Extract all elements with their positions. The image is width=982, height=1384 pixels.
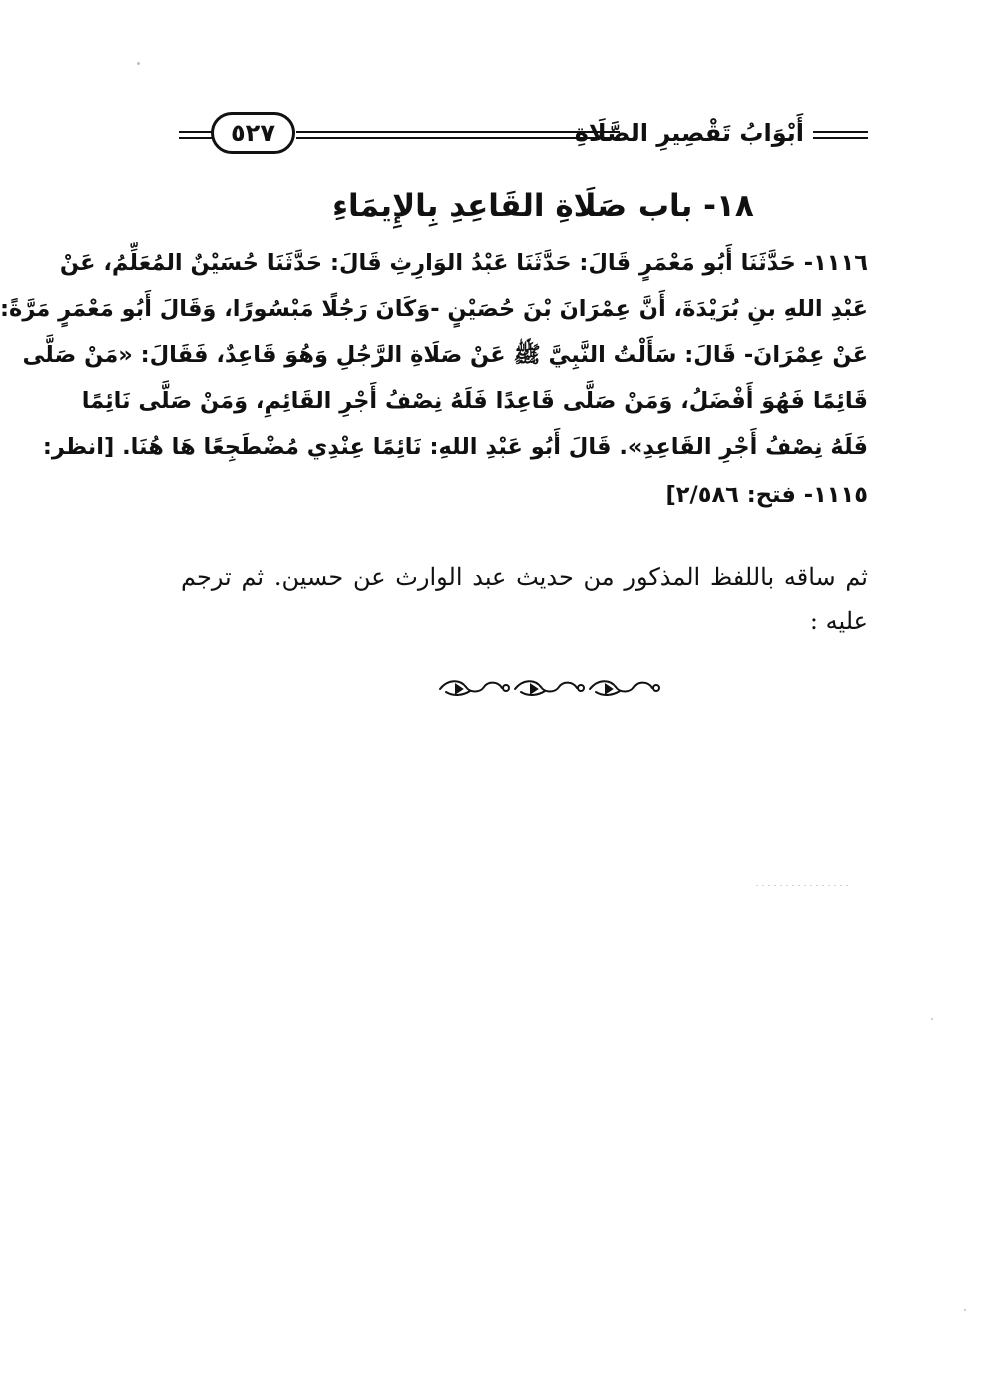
ornament-motif-3 <box>590 681 659 695</box>
commentary-line-2: عليه : <box>809 607 868 635</box>
header-double-rule-middle <box>296 131 620 139</box>
print-speck <box>931 1018 933 1020</box>
print-speck <box>964 1309 966 1311</box>
header-double-rule-right <box>813 131 868 139</box>
ornament-motif-1 <box>440 681 509 695</box>
hadith-line-5: فَلَهُ نِصْفُ أَجْرِ القَاعِدِ». قَالَ أَبُو عَبْدِ اللهِ: نَائِمًا عِنْدِي مُضْطَجِعًا هَا هُنَا. [انظر: <box>42 434 868 460</box>
chapter-heading: ١٨- باب صَلَاةِ القَاعِدِ بِالإِيمَاءِ <box>332 188 754 224</box>
ornament-motif-2 <box>515 681 584 695</box>
hadith-line-4: قَائِمًا فَهُوَ أَفْضَلُ، وَمَنْ صَلَّى قَاعِدًا فَلَهُ نِصْفُ أَجْرِ القَائِمِ، وَمَنْ صَلَّى نَائِمًا <box>81 388 868 414</box>
hadith-block <box>0 244 868 518</box>
ornamental-divider <box>436 675 661 701</box>
print-speck <box>137 62 140 65</box>
running-header <box>179 110 868 162</box>
hadith-line-2: عَبْدِ اللهِ بنِ بُرَيْدَةَ، أَنَّ عِمْرَانَ بْنَ حُصَيْنٍ -وَكَانَ رَجُلًا مَبْسُورًا، وَقَالَ أَبُو مَعْمَرٍ مَرَّةً: <box>0 296 868 322</box>
hadith-line-3: عَنْ عِمْرَانَ- قَالَ: سَأَلْتُ النَّبِيَّ ﷺ عَنْ صَلَاةِ الرَّجُلِ وَهُوَ قَاعِدٌ، فَقَالَ: «مَنْ صَلَّى <box>22 342 868 368</box>
hadith-line-1: ١١١٦- حَدَّثَنَا أَبُو مَعْمَرٍ قَالَ: حَدَّثَنَا عَبْدُ الوَارِثِ قَالَ: حَدَّثَنَا حُسَيْنٌ المُعَلِّمُ، عَنْ <box>59 250 868 276</box>
page-number-badge: ٥٢٧ <box>211 112 295 154</box>
commentary-line-1: ثم ساقه باللفظ المذكور من حديث عبد الوارث عن حسين. ثم ترجم <box>181 563 868 591</box>
print-speck-line <box>756 885 852 886</box>
commentary-paragraph <box>181 554 868 654</box>
header-double-rule-left <box>179 131 213 139</box>
section-title: أَبْوَابُ تَقْصِيرِ الصَّلَاةِ <box>574 119 804 147</box>
hadith-reference: ١١١٥- فتح: ٢/٥٨٦] <box>665 482 868 508</box>
